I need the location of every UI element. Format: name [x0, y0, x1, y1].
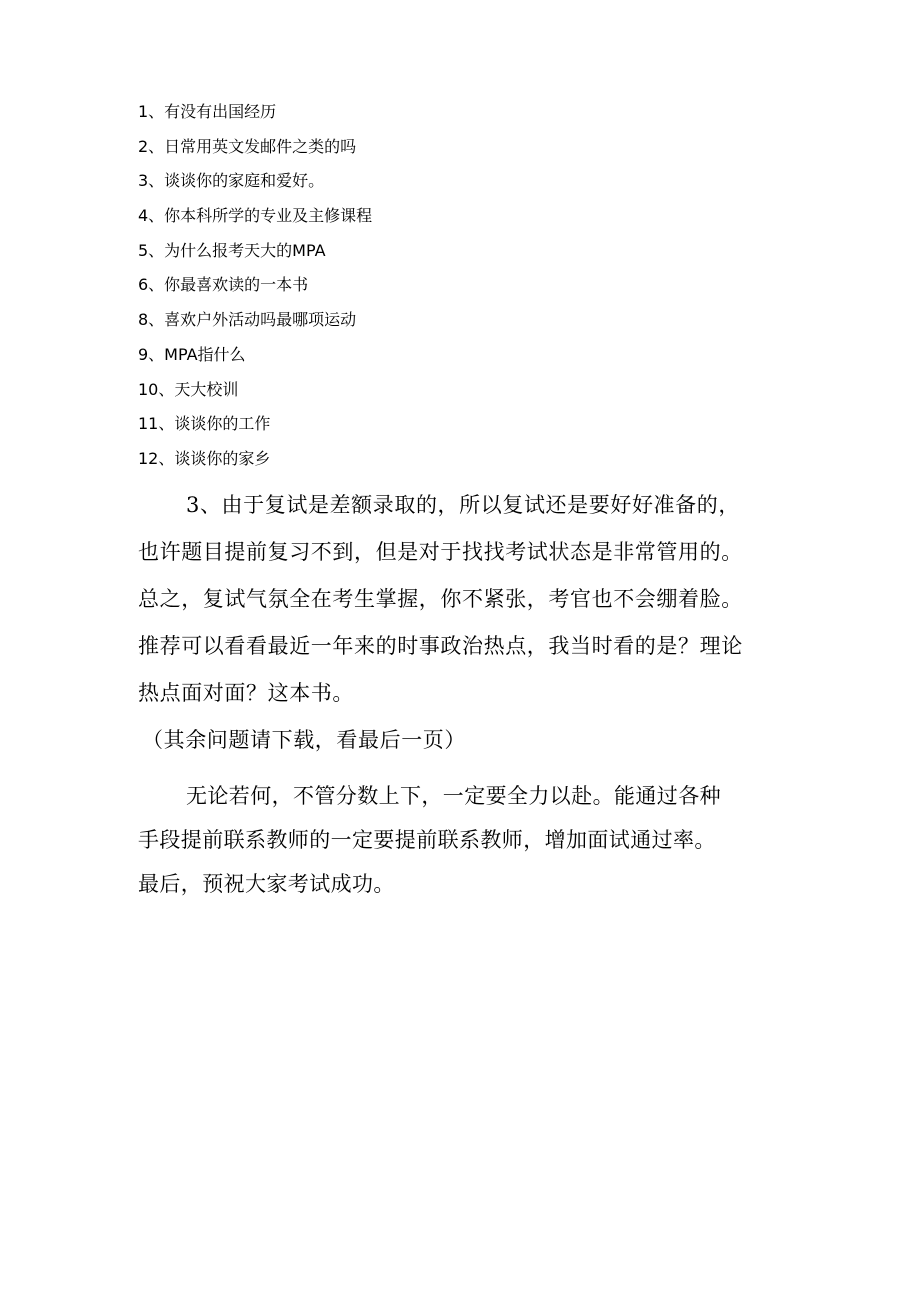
list-item: 5、为什么报考天大的MPA	[138, 240, 326, 260]
closing-line: 最后，预祝大家考试成功。	[138, 872, 395, 896]
closing-paragraph	[138, 774, 798, 906]
paragraph-line: 热点面对面？这本书。	[138, 681, 354, 705]
list-item: 6、你最喜欢读的一本书	[138, 275, 309, 295]
paragraph-line: 3、由于复试是差额录取的，所以复试还是要好好准备的，	[186, 493, 740, 517]
closing-line: 手段提前联系教师的一定要提前联系教师，增加面试通过率。	[138, 828, 716, 852]
list-item: 10、天大校训	[138, 379, 239, 399]
list-item: 3、谈谈你的家庭和爱好。	[138, 171, 325, 191]
list-item: 2、日常用英文发邮件之类的吗	[138, 136, 357, 156]
paragraph-line: 也许题目提前复习不到，但是对于找找考试状态是非常管用的。	[138, 540, 743, 564]
paragraph-line: 推荐可以看看最近一年来的时事政治热点，我当时看的是？理论	[138, 634, 743, 658]
question-list	[138, 99, 778, 481]
list-item: 1、有没有出国经历	[138, 102, 277, 121]
closing-line: 无论若何，不管分数上下，一定要全力以赴。能通过各种	[186, 784, 721, 808]
advice-paragraph	[138, 482, 798, 764]
list-item: 8、喜欢户外活动吗最哪项运动	[138, 310, 357, 330]
paragraph-line: 总之，复试气氛全在考生掌握，你不紧张，考官也不会绷着脸。	[138, 587, 743, 611]
list-item: 11、谈谈你的工作	[138, 414, 271, 434]
list-item: 4、你本科所学的专业及主修课程	[138, 206, 373, 226]
list-item: 12、谈谈你的家乡	[138, 448, 271, 468]
list-item: 9、MPA指什么	[138, 344, 246, 364]
download-note: （其余问题请下载，看最后一页）	[142, 728, 466, 752]
